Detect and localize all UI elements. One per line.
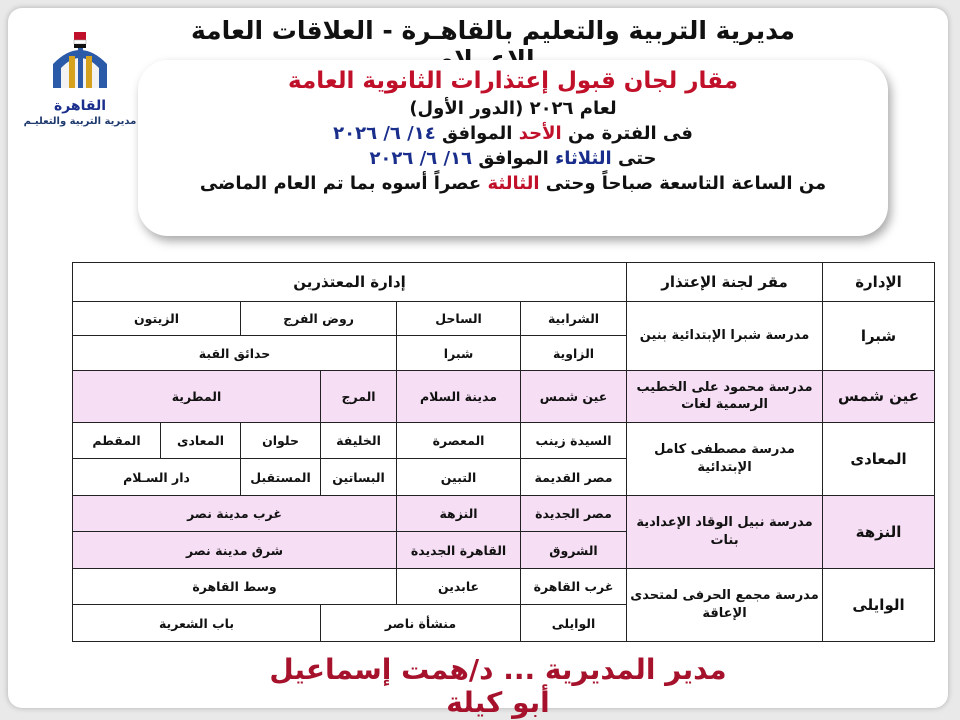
hours-text-a: من الساعة التاسعة صباحاً وحتى [539,173,827,194]
admin-cell: شبرا [823,302,935,371]
district-cell: المعصرة [397,422,521,459]
district-cell: القاهرة الجديدة [397,532,521,569]
district-cell: المقطم [73,422,161,459]
table-row [73,302,935,336]
banner-period-start [138,123,888,144]
until-text: حتى [611,148,657,169]
location-cell: مدرسة مجمع الحرفى لمتحدى الإعاقة [627,568,823,641]
committees-table [72,262,935,642]
location-cell: مدرسة محمود على الخطيب الرسمية لغات [627,370,823,422]
table-row [73,568,935,605]
district-cell: التبين [397,459,521,496]
announcement-banner [138,60,888,236]
district-cell: حلوان [241,422,321,459]
period-from-text: فى الفترة من [561,123,693,144]
district-cell: حدائق القبة [73,336,397,370]
start-day: الأحد [518,123,562,144]
committees-table-wrap [72,262,934,642]
district-cell: الزيتون [73,302,241,336]
district-cell: الساحل [397,302,521,336]
district-cell: الشرابية [521,302,627,336]
district-cell: الزاوية [521,336,627,370]
district-cell: منشأة ناصر [321,605,521,642]
logo-word: القاهرة [53,98,107,114]
district-cell: شبرا [397,336,521,370]
district-cell: المطرية [73,370,321,422]
location-cell: مدرسة مصطفى كامل الإبتدائية [627,422,823,495]
banner-heading: مقار لجان قبول إعتذارات الثانوية العامة [288,68,738,94]
table-header-row [73,263,935,302]
end-date: ١٦/ ٦/ ٢٠٢٦ [369,148,473,169]
district-cell: دار السـلام [73,459,241,496]
district-cell: النزهة [397,495,521,532]
banner-period-end [138,148,888,169]
hours-end-time: الثالثة [487,173,540,194]
district-cell: وسط القاهرة [73,568,397,605]
document-page [8,8,948,719]
hours-text-c: عصراً أسوه بما تم العام الماضى [199,173,488,194]
directorate-logo [20,26,140,138]
admin-cell: النزهة [823,495,935,568]
district-cell: الشروق [521,532,627,569]
district-cell: المستقبل [241,459,321,496]
end-day: الثلاثاء [555,148,612,169]
admin-cell: المعادى [823,422,935,495]
district-cell: عابدين [397,568,521,605]
district-cell: مدينة السلام [397,370,521,422]
director-signature: مدير المديرية ... د/همت إسماعيل أبو كيلة [269,653,727,719]
logo-caption: مديرية التربية والتعليـم [23,116,137,127]
district-cell: السيدة زينب [521,422,627,459]
district-cell: مصر القديمة [521,459,627,496]
admin-cell: عين شمس [823,370,935,422]
district-cell: شرق مدينة نصر [73,532,397,569]
district-cell: الوايلى [521,605,627,642]
header-admin: الإدارة [823,263,935,302]
header-location: مقر لجنة الإعتذار [627,263,823,302]
table-row [73,370,935,422]
admin-cell: الوايلى [823,568,935,641]
banner-hours [138,173,888,194]
district-cell: المرج [321,370,397,422]
location-cell: مدرسة نبيل الوقاد الإعدادية بنات [627,495,823,568]
directorate-title: مديرية التربية والتعليم بالقاهـرة - العلاقات العامة [190,16,796,45]
location-cell: مدرسة شبرا الإبتدائية بنين [627,302,823,371]
table-row [73,422,935,459]
table-row [73,495,935,532]
start-date: ١٤/ ٦/ ٢٠٢٦ [333,123,436,144]
cairo-logo-icon [45,26,115,96]
corresponding-text-2: الموافق [472,148,556,169]
district-cell: عين شمس [521,370,627,422]
district-cell: المعادى [161,422,241,459]
district-cell: روض الفرج [241,302,397,336]
district-cell: الخليفة [321,422,397,459]
district-cell: باب الشعرية [73,605,321,642]
banner-year: لعام ٢٠٢٦ (الدور الأول) [409,98,617,119]
district-cell: غرب مدينة نصر [73,495,397,532]
district-cell: مصر الجديدة [521,495,627,532]
header-applicants: إدارة المعتذرين [73,263,627,302]
corresponding-text: الموافق [435,123,519,144]
district-cell: البساتين [321,459,397,496]
district-cell: غرب القاهرة [521,568,627,605]
